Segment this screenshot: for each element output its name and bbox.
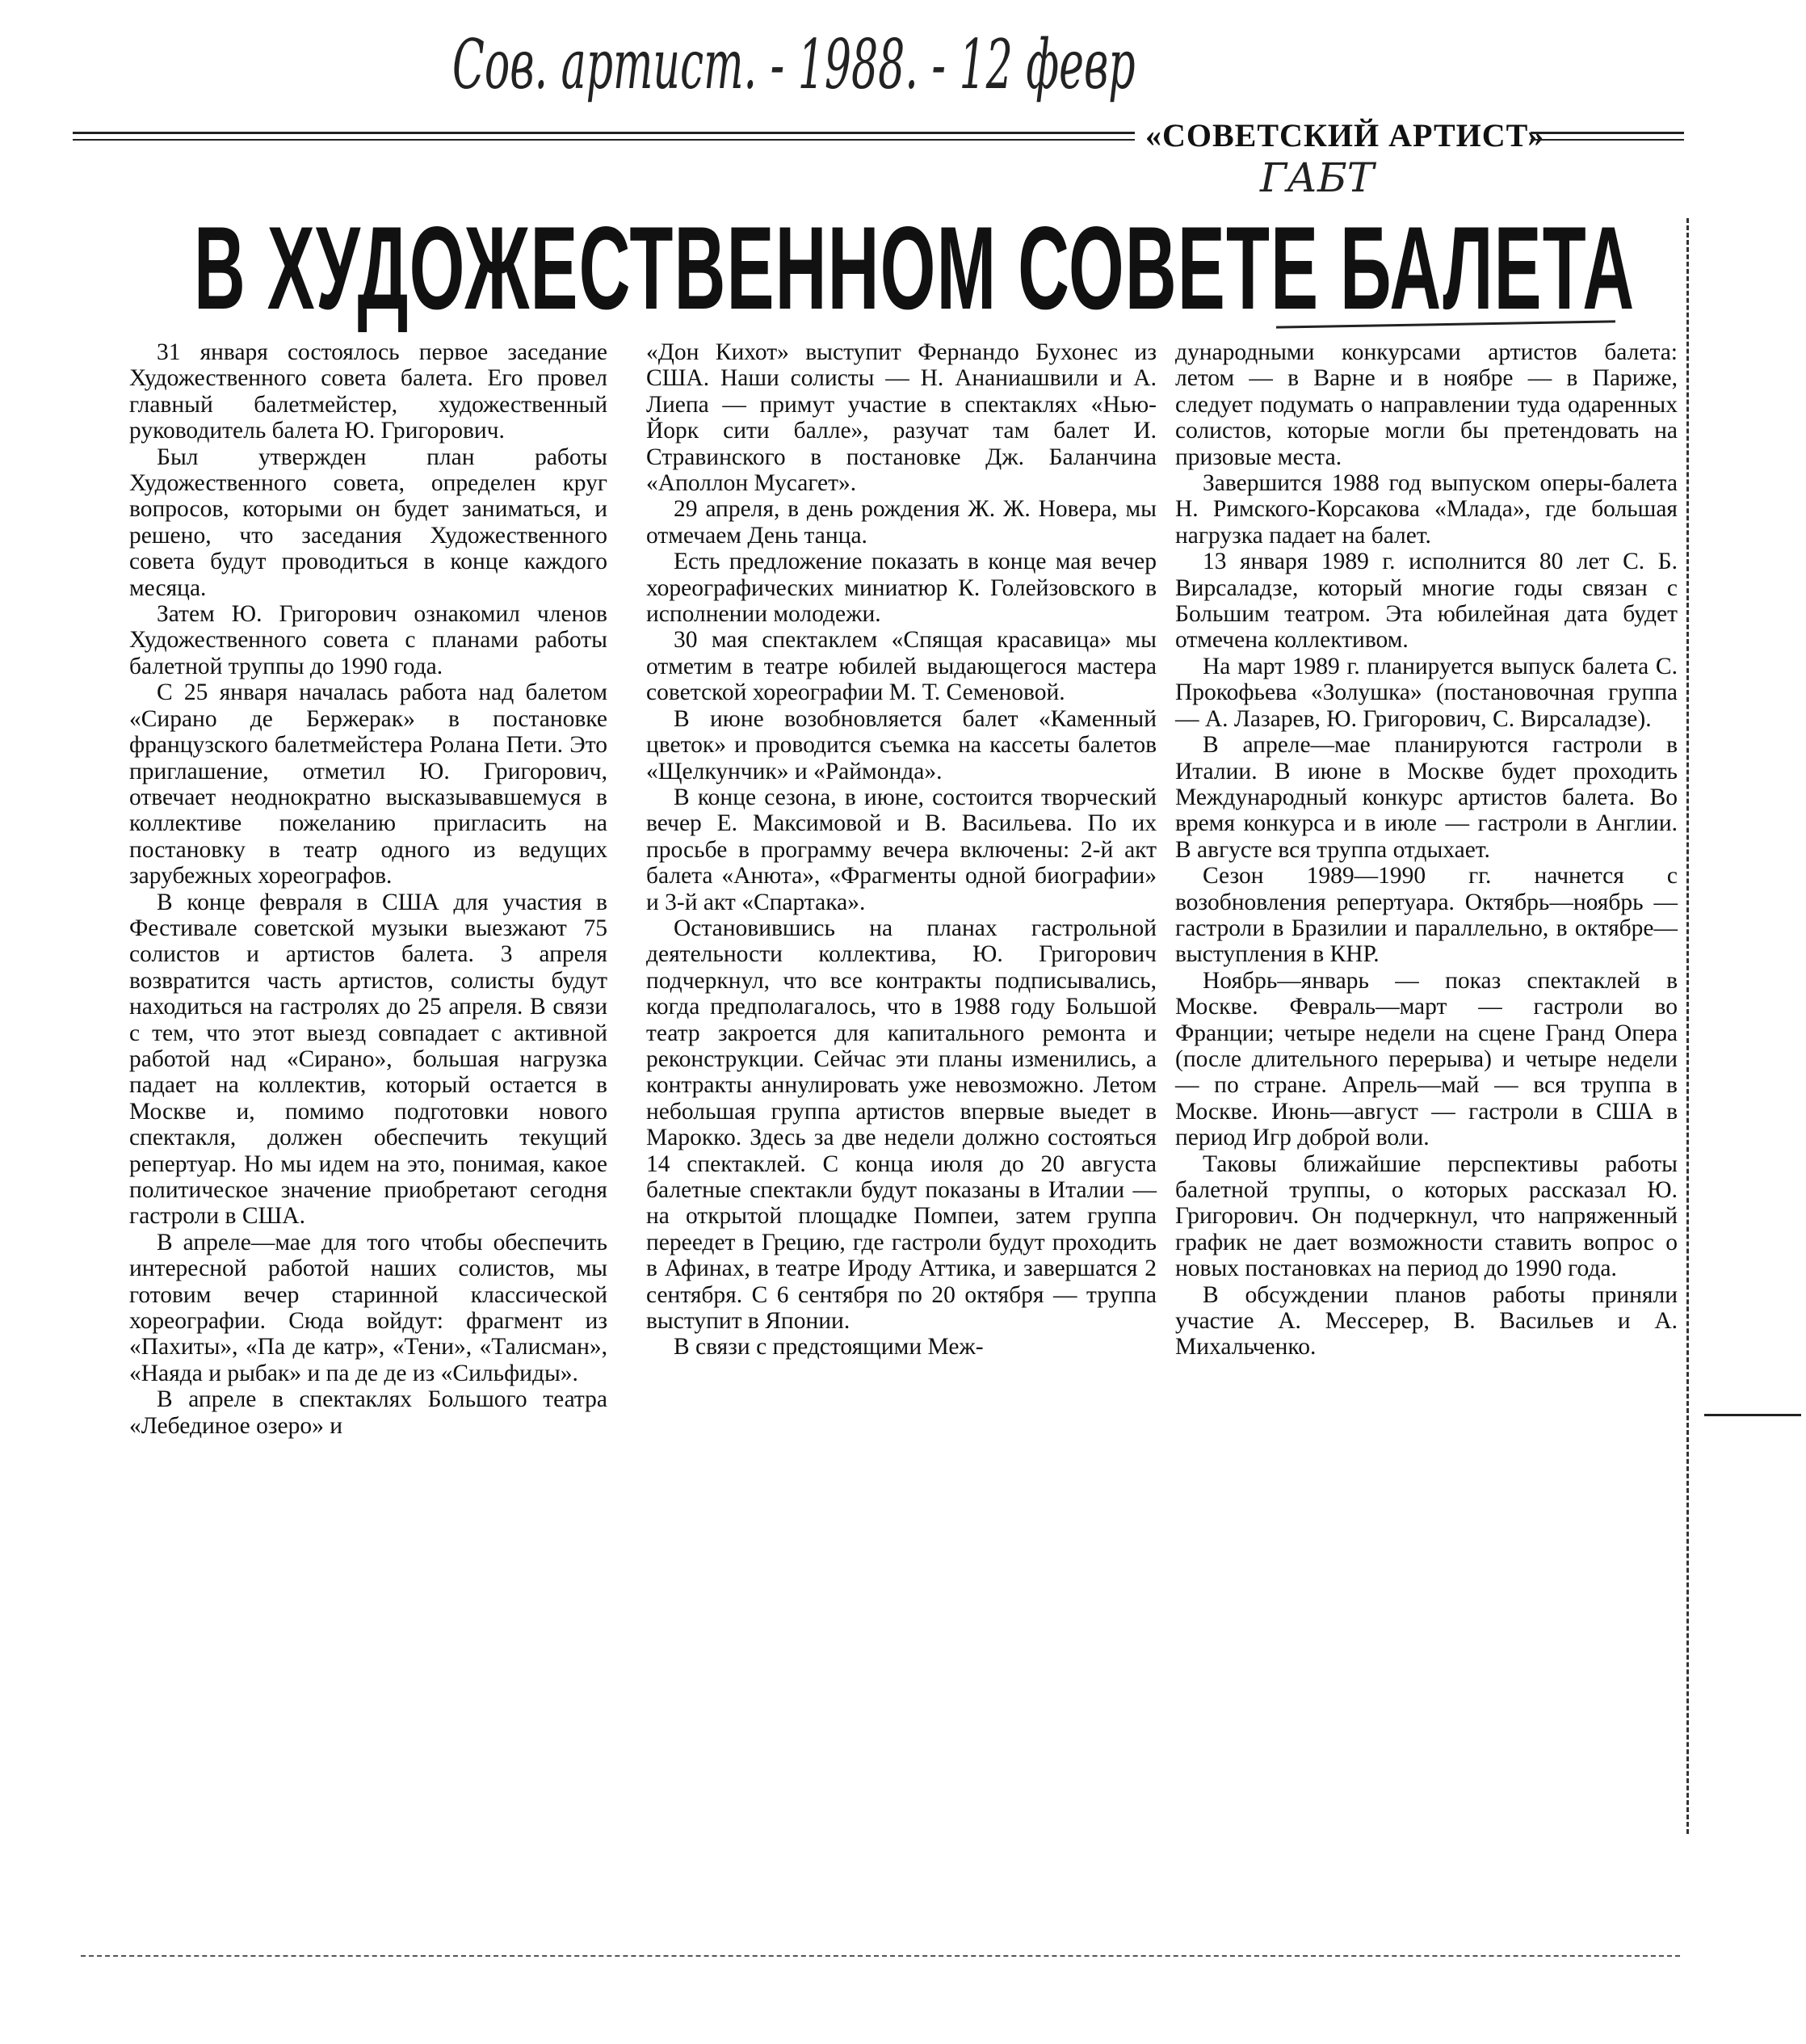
article-paragraph: В конце февраля в США для участия в Фестивале советской музыки выезжают 75 солистов и артистов балета. 3 апреля возвратится часть артистов, солисты будут находиться на гастролях до 25 апреля. В связи с тем, что этот выезд совпадает с активной работой над «Сирано», большая нагрузка падает на коллектив, который остается в Москве и, помимо подготовки нового спектакля, должен обеспечить текущий репертуар. Но мы идем на это, понимая, какое политическое значение приобретают сегодня гастроли в США. — [129, 889, 607, 1230]
article-paragraph: В апреле в спектаклях Большого театра «Лебединое озеро» и — [129, 1386, 607, 1439]
article-paragraph: Завершится 1988 год выпуском оперы-балета Н. Римского-Корсакова «Млада», где большая нагрузка падает на балет. — [1175, 470, 1678, 549]
article-paragraph: дународными конкурсами артистов балета: летом — в Варне и в ноябре — в Париже, следует подумать о направлении туда одаренных солистов, которые могли бы претендовать на призовые места. — [1175, 339, 1678, 470]
article-paragraph: Есть предложение показать в конце мая вечер хореографических миниатюр К. Голейзовского в исполнении молодежи. — [646, 549, 1157, 628]
article-paragraph: 13 января 1989 г. исполнится 80 лет С. Б. Вирсаладзе, который многие годы связан с Большим театром. Эта юбилейная дата будет отмечена коллективом. — [1175, 549, 1678, 654]
clipping-bottom-edge — [81, 1955, 1680, 1957]
article-paragraph: С 25 января началась работа над балетом «Сирано де Бержерак» в постановке французского балетмейстера Ролана Пети. Это приглашение, отметил Ю. Григорович, отвечает неоднократно высказывавшемуся в коллективе пожеланию пригласить на постановку в театр одного из ведущих зарубежных хореографов. — [129, 679, 607, 890]
article-paragraph: В июне возобновляется балет «Каменный цветок» и проводится съемка на кассеты балетов «Щелкунчик» и «Раймонда». — [646, 705, 1157, 784]
article-paragraph: Затем Ю. Григорович ознакомил членов Художественного совета с планами работы балетной труппы до 1990 года. — [129, 601, 607, 679]
article-paragraph: В связи с предстоящими Меж- — [674, 1334, 984, 1361]
article-paragraph: Ноябрь—январь — показ спектаклей в Москве. Февраль—март — гастроли во Франции; четыре недели на сцене Гранд Опера (после длительного перерыва) и четыре недели — по стране. Апрель—май — вся труппа в Москве. Июнь—август — гастроли в США в период Игр доброй воли. — [1175, 967, 1678, 1151]
article-paragraph: В обсуждении планов работы приняли участие А. Мессерер, В. Васильев и А. Михальченко. — [1175, 1281, 1678, 1361]
masthead-rule-right — [1531, 132, 1684, 141]
margin-mark — [1704, 1414, 1801, 1416]
clipping-right-edge — [1686, 218, 1689, 1834]
article-paragraph: 31 января состоялось первое заседание Художественного совета балета. Его провел главный балетмейстер, художественный руководитель балета Ю. Григорович. — [129, 339, 607, 444]
article-paragraph: На март 1989 г. планируется выпуск балета С. Прокофьева «Золушка» (постановочная группа — А. Лазарев, Ю. Григорович, С. Вирсаладзе). — [1175, 653, 1678, 732]
article-column-3 — [1175, 339, 1678, 1361]
handwritten-source-note: Сов. артист. - 1988. - 12 февр — [452, 25, 1136, 104]
article-paragraph: В апреле—мае для того чтобы обеспечить интересной работой наших солистов, мы готовим вечер старинной классической хореографии. Сюда войдут: фрагмент из «Пахиты», «Па де катр», «Тени», «Талисман», «Наяда и рыбак» и па де де из «Сильфиды». — [129, 1229, 607, 1386]
headline-container — [194, 202, 1636, 334]
article-paragraph: Таковы ближайшие перспективы работы балетной труппы, о которых рассказал Ю. Григорович. Он подчеркнул, что напряженный график не дает возможности ставить вопрос о новых постановках на период до 1990 года. — [1175, 1150, 1678, 1282]
article-column-2 — [646, 339, 1157, 1361]
article-paragraph: 29 апреля, в день рождения Ж. Ж. Новера, мы отмечаем День танца. — [646, 496, 1157, 549]
handwritten-archive-mark: ГАБТ — [1260, 154, 1375, 201]
article-paragraph: «Дон Кихот» выступит Фернандо Бухонес из США. Наши солисты — Н. Ананиашвили и А. Лиепа — примут участие в спектаклях «Нью-Йорк сити балле», разучат там балет И. Стравинского в постановке Дж. Баланчина «Аполлон Мусагет». — [646, 339, 1157, 497]
masthead-rule-left — [73, 132, 1135, 141]
article-paragraph: 30 мая спектаклем «Спящая красавица» мы отметим в театре юбилей выдающегося мастера советской хореографии М. Т. Семеновой. — [646, 627, 1157, 706]
article-paragraph: Был утвержден план работы Художественного совета, определен круг вопросов, которыми он будет заниматься, и решено, что заседания Художественного совета будут проводиться в конце каждого месяца. — [129, 444, 607, 601]
article-paragraph: Остановившись на планах гастрольной деятельности коллектива, Ю. Григорович подчеркнул, что все контракты подписывались, когда предполагалось, что в 1988 году Большой театр закроется для капитального ремонта и реконструкции. Сейчас эти планы изменились, а контракты аннулировать уже невозможно. Летом небольшая группа артистов впервые выедет в Марокко. Здесь за две недели должно состояться 14 спектаклей. С конца июля до 20 августа балетные спектакли будут показаны в Италии — на открытой площадке Помпеи, затем группа переедет в Грецию, где гастроли будут проходить в Афинах, в театре Ироду Аттика, и завершатся 2 сентября. С 6 сентября по 20 октября — труппа выступит в Японии. — [646, 915, 1157, 1335]
article-paragraph: В апреле—мае планируются гастроли в Италии. В июне в Москве будет проходить Международный конкурс артистов балета. Во время конкурса и в июле — гастроли в Англии. В августе вся труппа отдыхает. — [1175, 732, 1678, 863]
article-headline: В ХУДОЖЕСТВЕННОМ СОВЕТЕ БАЛЕТА — [194, 202, 1636, 334]
article-paragraph: В конце сезона, в июне, состоится творческий вечер Е. Максимовой и В. Васильева. По их просьбе в программу вечера включены: 2-й акт балета «Анюта», «Фрагменты одной биографии» и 3-й акт «Спартака». — [646, 784, 1157, 915]
newspaper-masthead: «СОВЕТСКИЙ АРТИСТ» — [1145, 117, 1545, 154]
article-paragraph: Сезон 1989—1990 гг. начнется с возобновления репертуара. Октябрь—ноябрь — гастроли в Бразилии и параллельно, в октябре— выступления в КНР. — [1175, 863, 1678, 968]
article-column-1 — [129, 339, 607, 1439]
